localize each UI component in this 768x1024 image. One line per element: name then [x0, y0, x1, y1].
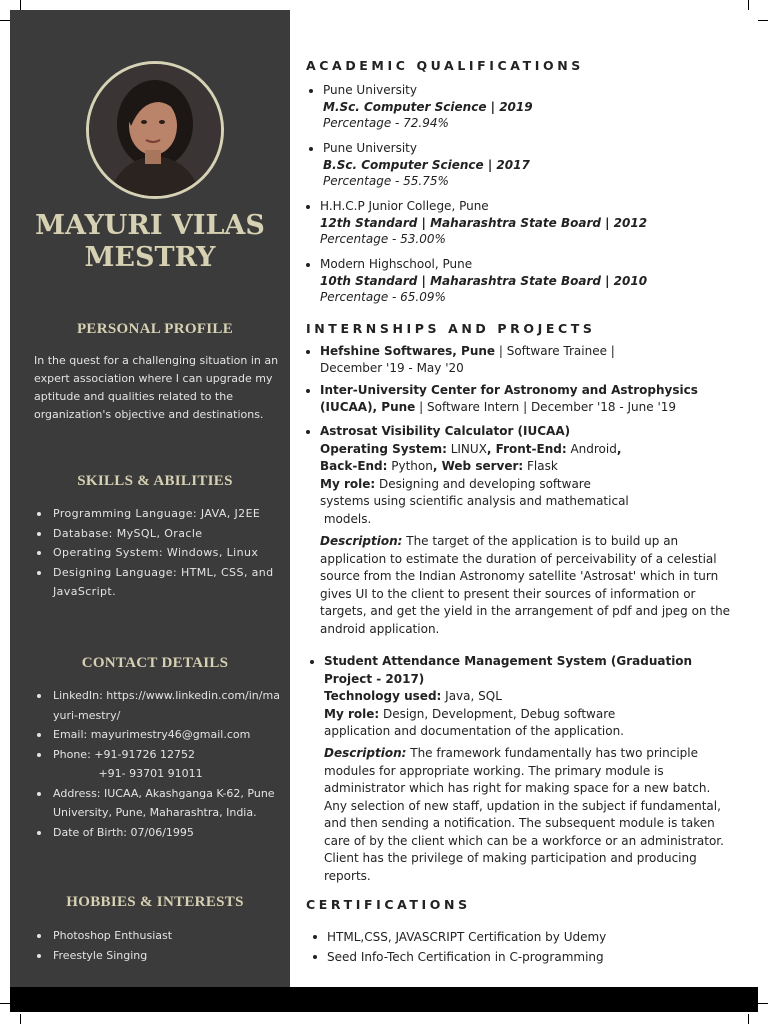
- academic-item: [323, 82, 533, 132]
- footer-bar: [10, 987, 758, 1012]
- institution: Pune University: [323, 141, 417, 155]
- internships-heading: INTERNSHIPS AND PROJECTS: [306, 321, 596, 336]
- role-text: | Software Intern | December '18 - June '19: [415, 399, 677, 414]
- bullet-icon: [309, 147, 313, 151]
- academic-item: [320, 256, 647, 306]
- contact-list: [34, 686, 284, 842]
- bullet-icon: [306, 350, 310, 354]
- degree: 12th Standard | Maharashtra State Board | 2012: [320, 215, 648, 230]
- degree: M.Sc. Computer Science | 2019: [323, 99, 533, 114]
- org-name: Hefshine Softwares, Pune: [320, 344, 496, 358]
- org-name: (IUCAA), Pune: [320, 399, 416, 414]
- name-line: MESTRY: [84, 242, 216, 273]
- degree: 10th Standard | Maharashtra State Board | 2010: [320, 273, 648, 288]
- institution: Pune University: [323, 83, 417, 97]
- bullet-icon: [313, 935, 317, 939]
- bullet-icon: [306, 430, 310, 434]
- value: Designing and developing software: [375, 476, 591, 491]
- org-name: Inter-University Center for Astronomy and Astrophysics: [320, 383, 698, 397]
- skills-heading: SKILLS & ABILITIES: [77, 473, 233, 489]
- value: systems using scientific analysis and mathematical: [320, 494, 629, 508]
- portrait-image: [89, 64, 221, 196]
- label: My role:: [324, 706, 380, 721]
- list-item: Photoshop Enthusiast: [34, 926, 284, 946]
- certification-text: HTML,CSS, JAVASCRIPT Certification by Udemy: [327, 930, 607, 944]
- bullet-icon: [306, 389, 310, 393]
- linkedin-item[interactable]: LinkedIn: https://www.linkedin.com/in/mayuri-mestry/: [34, 686, 284, 725]
- label: Technology used:: [324, 689, 442, 703]
- internship-hefshine: [320, 343, 740, 376]
- score: Percentage - 55.75%: [323, 174, 449, 188]
- project-title: Project - 2017): [324, 671, 425, 686]
- value: Python: [387, 459, 433, 473]
- attendance-description: [324, 745, 734, 885]
- crop-mark: [0, 1003, 10, 1004]
- score: Percentage - 53.00%: [320, 232, 446, 246]
- bullet-icon: [306, 263, 310, 267]
- label: Back-End:: [320, 459, 388, 473]
- project-attendance: [324, 653, 740, 741]
- crop-mark: [20, 1014, 21, 1024]
- list-item: [327, 928, 606, 948]
- candidate-name: [10, 210, 290, 274]
- value: Android: [566, 441, 617, 456]
- hobbies-heading: HOBBIES & INTERESTS: [66, 894, 244, 910]
- project-title: Student Attendance Management System (Graduation: [324, 654, 693, 668]
- internship-iucaa: [320, 382, 740, 415]
- crop-mark: [748, 0, 749, 10]
- label: , Web server:: [432, 459, 524, 473]
- value: application and documentation of the application.: [324, 724, 624, 738]
- list-item: Operating System: Windows, Linux: [34, 543, 284, 563]
- value: Java, SQL: [441, 689, 502, 703]
- crop-mark: [0, 20, 10, 21]
- certifications-list: [327, 928, 606, 967]
- crop-mark: [758, 1003, 768, 1004]
- crop-mark: [748, 1014, 749, 1024]
- description-text: The target of the application is to build up an application to estimate the duration of perceivability of a celestial source from the Indian Astronomy satellite 'Astrosat' which in turn gives UI to the client to present their sources of information or targets, and get the yield in the arrangement of pdf and jpeg on the android application.: [320, 534, 731, 636]
- hobbies-list: [34, 926, 284, 965]
- academic-item: [323, 140, 530, 190]
- academic-heading: ACADEMIC QUALIFICATIONS: [306, 58, 584, 73]
- project-astrosat: [320, 423, 740, 528]
- certifications-heading: CERTIFICATIONS: [306, 897, 471, 912]
- list-item: Freestyle Singing: [34, 946, 284, 966]
- institution: Modern Highschool, Pune: [320, 257, 473, 271]
- list-item: Programming Language: JAVA, J2EE: [34, 504, 284, 524]
- value: models.: [320, 511, 372, 526]
- list-item: Database: MySQL, Oracle: [34, 524, 284, 544]
- value: LINUX: [446, 441, 487, 456]
- value: Design, Development, Debug software: [379, 706, 616, 721]
- value: Flask: [523, 459, 558, 473]
- name-line: MAYURI VILAS: [35, 210, 265, 241]
- label: My role:: [320, 476, 376, 491]
- label: Description:: [324, 746, 407, 760]
- personal-profile-text: In the quest for a challenging situation in an expert association where I can upgrade my aptitude and qualities related to the organization's objective and destinations.: [34, 354, 279, 421]
- score: Percentage - 65.09%: [320, 290, 446, 304]
- skills-list: [34, 504, 284, 602]
- dates: December '19 - May '20: [320, 360, 464, 375]
- project-title: Astrosat Visibility Calculator (IUCAA): [320, 424, 571, 438]
- crop-mark: [20, 0, 21, 10]
- label: Operating System:: [320, 441, 447, 456]
- description-text: The framework fundamentally has two principle modules for appropriate working. The primary module is administrator which has right for making space for a new batch. Any selection of new staff, updation in the subject if fundamental, and then sending a notification. The subsequent module is taken care of by the client which can be a workforce or an administrator. Client has the privilege of making participation and producing reports.: [324, 746, 724, 883]
- label: Description:: [320, 534, 403, 548]
- bullet-icon: [310, 660, 314, 664]
- label: , Front-End:: [486, 441, 567, 456]
- email-item[interactable]: Email: mayurimestry46@gmail.com: [34, 725, 284, 745]
- sidebar: [10, 10, 290, 987]
- address-item: Address: IUCAA, Akashganga K-62, Pune University, Pune, Maharashtra, India.: [34, 784, 284, 823]
- degree: B.Sc. Computer Science | 2017: [323, 157, 530, 172]
- score: Percentage - 72.94%: [323, 116, 449, 130]
- list-item: Designing Language: HTML, CSS, and JavaScript.: [34, 563, 284, 602]
- astrosat-description: [320, 533, 732, 638]
- crop-mark: [758, 20, 768, 21]
- dob-item: Date of Birth: 07/06/1995: [34, 823, 284, 843]
- profile-photo: [86, 61, 224, 199]
- academic-item: [320, 198, 647, 248]
- bullet-icon: [313, 955, 317, 959]
- personal-profile-heading: PERSONAL PROFILE: [76, 321, 234, 337]
- phone-item: Phone: +91-91726 12752 +91- 93701 91011: [34, 745, 284, 784]
- role-text: | Software Trainee |: [495, 344, 615, 358]
- contact-heading: CONTACT DETAILS: [81, 655, 229, 671]
- separator: ,: [616, 441, 622, 456]
- list-item: [327, 948, 606, 968]
- certification-text: Seed Info-Tech Certification in C-programming: [327, 949, 604, 964]
- institution: H.H.C.P Junior College, Pune: [320, 199, 489, 213]
- bullet-icon: [309, 89, 313, 93]
- bullet-icon: [306, 205, 310, 209]
